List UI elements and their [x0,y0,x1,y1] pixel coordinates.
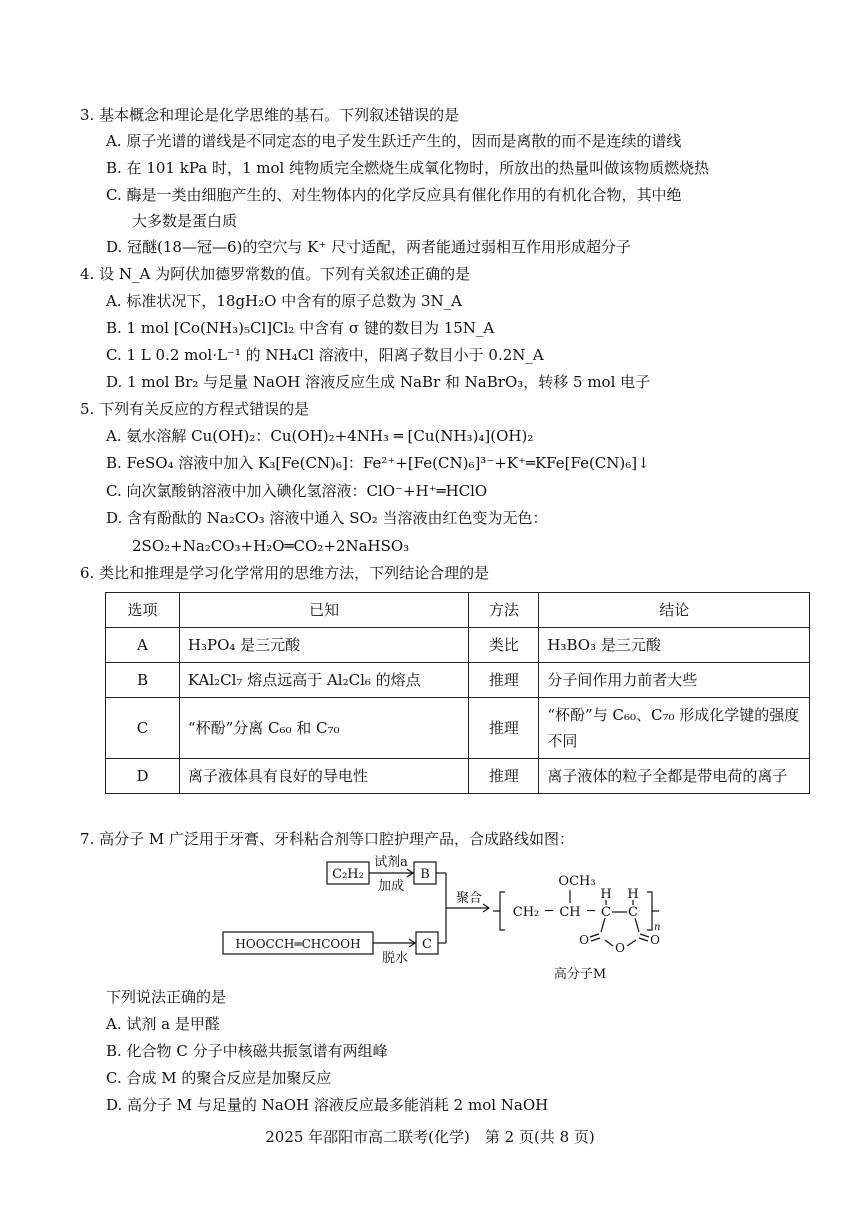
q3-option-c-line2: 大多数是蛋白质 [132,212,238,230]
table-row [106,663,810,698]
q6-header-known: 已知 [179,593,469,628]
q5-stem: 5. 下列有关反应的方程式错误的是 [80,400,310,418]
ring-bond-bottom-right [627,940,636,946]
q6-row-b-method: 推理 [469,663,539,698]
q3-option-b: B. 在 101 kPa 时，1 mol 纯物质完全燃烧生成氧化物时，所放出的热量叫做该物质燃烧热 [106,159,710,177]
q6-header-conclusion: 结论 [539,593,810,628]
polymer-m-label: 高分子M [553,967,607,982]
acid-label: HOOCCH═CHCOOH [235,937,361,951]
o-ring: O [615,941,625,955]
q6-stem: 6. 类比和推理是学习化学常用的思维方法，下列结论合理的是 [80,564,490,582]
q6-row-b-conclusion: 分子间作用力前者大些 [539,663,810,698]
polymerize-label: 聚合 [455,891,483,906]
carbonyl-left-1 [590,934,599,937]
ch2-label: CH₂ [512,905,540,920]
q6-row-a-conclusion: H₃BO₃ 是三元酸 [539,628,810,663]
q7-stem: 7. 高分子 M 广泛用于牙膏、牙科粘合剂等口腔护理产品，合成路线如图： [80,830,574,848]
n-subscript: n [654,922,661,933]
q6-row-d-option: D [106,759,180,794]
carbonyl-left-2 [591,938,600,941]
q3-option-a: A. 原子光谱的谱线是不同定态的电子发生跃迁产生的，因而是离散的而不是连续的谱线 [106,132,682,150]
q6-header-option: 选项 [106,593,180,628]
table-row [106,628,810,663]
q3-stem: 3. 基本概念和理论是化学思维的基石。下列叙述错误的是 [80,106,460,124]
q4-stem: 4. 设 N_A 为阿伏加德罗常数的值。下列有关叙述正确的是 [80,265,471,283]
q4-option-b: B. 1 mol [Co(NH₃)₅Cl]Cl₂ 中含有 σ 键的数目为 15N_A [106,319,495,337]
ring-bond-bottom-left [605,940,613,946]
q7-option-d: D. 高分子 M 与足量的 NaOH 溶液反应最多能消耗 2 mol NaOH [106,1096,549,1114]
q6-row-d-known: 离子液体具有良好的导电性 [179,759,469,794]
q5-option-d-line1: D. 含有酚酞的 Na₂CO₃ 溶液中通入 SO₂ 当溶液由红色变为无色： [106,509,548,527]
b-label: B [420,867,430,882]
carbonyl-right-1 [640,934,649,937]
q4-option-a: A. 标准状况下，18gH₂O 中含有的原子总数为 3N_A [106,292,462,310]
q6-table [105,592,810,794]
q6-row-a-method: 类比 [469,628,539,663]
addition-label: 加成 [377,879,405,894]
c-atom-right: C [628,905,638,920]
q6-row-c-known: “杯酚”分离 C₆₀ 和 C₇₀ [179,698,469,759]
q6-row-d-method: 推理 [469,759,539,794]
bond-dash-2: ─ [587,904,595,919]
q6-row-c-conclusion: “杯酚”与 C₆₀、C₇₀ 形成化学键的强度不同 [539,698,810,759]
q6-row-a-option: A [106,628,180,663]
q6-table-header [106,593,810,628]
q6-row-d-conclusion: 离子液体的粒子全都是带电荷的离子 [539,759,810,794]
q4-option-c: C. 1 L 0.2 mol·L⁻¹ 的 NH₄Cl 溶液中，阳离子数目小于 0.2N_A [106,346,544,364]
c-label: C [422,937,432,952]
c2h2-label: C₂H₂ [332,867,364,882]
polymer-bracket-left [500,892,505,930]
carbonyl-right-2 [639,938,648,941]
polymer-bracket-right [647,892,652,930]
h-label-left: H [600,887,612,902]
h-label-right: H [627,887,639,902]
q7-sub-stem: 下列说法正确的是 [106,988,227,1006]
dehydrate-label: 脱水 [381,951,409,966]
ring-bond-left [601,918,605,932]
bond-dash-1: ─ [545,904,553,919]
ch-label: CH [559,905,581,920]
q6-row-a-known: H₃PO₄ 是三元酸 [179,628,469,663]
o-carbonyl-right: O [650,933,660,947]
q4-option-d: D. 1 mol Br₂ 与足量 NaOH 溶液反应生成 NaBr 和 NaBrO₃，转移 5 mol 电子 [106,373,651,391]
q6-row-b-option: B [106,663,180,698]
och3-label: OCH₃ [558,874,596,889]
table-row [106,759,810,794]
q5-option-c: C. 向次氯酸钠溶液中加入碘化氢溶液：ClO⁻+H⁺═HClO [106,482,488,500]
q6-row-c-option: C [106,698,180,759]
q6-header-method: 方法 [469,593,539,628]
q7-option-b: B. 化合物 C 分子中核磁共振氢谱有两组峰 [106,1042,388,1060]
q5-option-a: A. 氨水溶解 Cu(OH)₂：Cu(OH)₂+4NH₃ ═ [Cu(NH₃)₄](OH)₂ [106,427,534,445]
synthesis-route-diagram [215,852,685,987]
q3-option-c-line1: C. 酶是一类由细胞产生的、对生物体内的化学反应具有催化作用的有机化合物，其中绝 [106,186,682,204]
q5-option-d-line2: 2SO₂+Na₂CO₃+H₂O═CO₂+2NaHSO₃ [132,537,410,555]
page-footer: 2025 年邵阳市高二联考(化学) 第 2 页(共 8 页) [265,1128,595,1146]
q3-option-d: D. 冠醚(18—冠—6)的空穴与 K⁺ 尺寸适配，两者能通过弱相互作用形成超分子 [106,238,632,256]
q5-option-b: B. FeSO₄ 溶液中加入 K₃[Fe(CN)₆]：Fe²⁺+[Fe(CN)₆]³⁻+K⁺═KFe[Fe(CN)₆]↓ [106,454,650,472]
q7-option-c: C. 合成 M 的聚合反应是加聚反应 [106,1069,332,1087]
o-carbonyl-left: O [579,933,589,947]
ring-bond-right [635,918,639,932]
q6-row-b-known: KAl₂Cl₇ 熔点远高于 Al₂Cl₆ 的熔点 [179,663,469,698]
q6-row-c-method: 推理 [469,698,539,759]
q7-option-a: A. 试剂 a 是甲醛 [106,1015,220,1033]
table-row [106,698,810,759]
c-atom-left: C [601,905,611,920]
reagent-a-label: 试剂a [374,855,408,870]
